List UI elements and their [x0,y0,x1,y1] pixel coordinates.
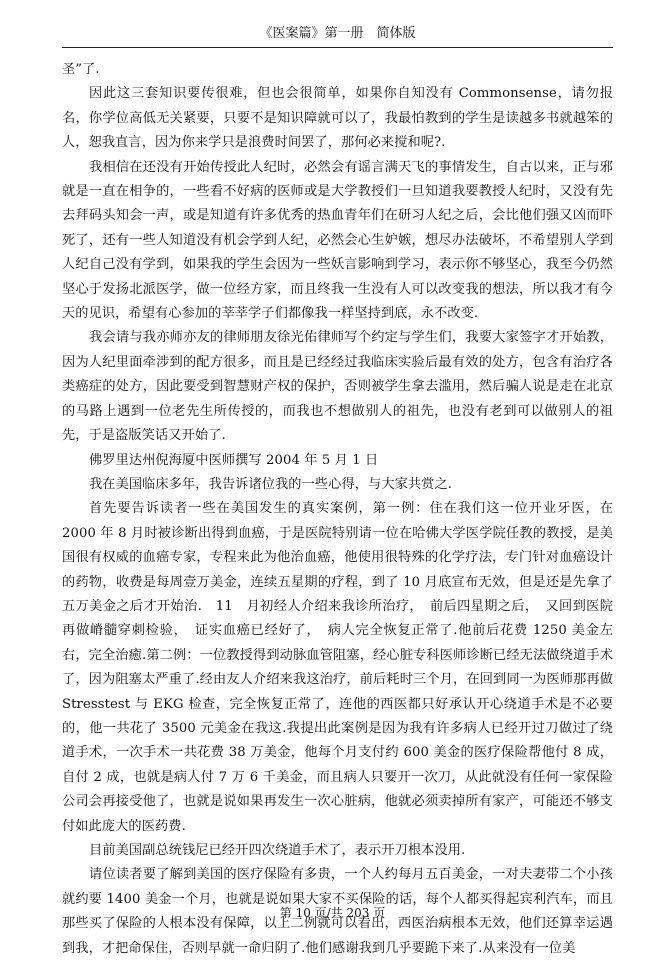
document-body [62,58,613,961]
byline: 佛罗里达州倪海厦中医师撰写 2004 年 5 月 1 日 [89,452,379,468]
paragraph: 首先要告诉读者一些在美国发生的真实案例，第一例：住在我们这一位开业牙医，在 2000 年 8 月时被诊断出得到血癌，于是医院特别请一位在哈佛大学医学院任教的教授，是美国很有权威的血癌专家，专程来此为他治血癌，他使用很特殊的化学疗法，专门针对血癌设计的药物，收费是每周壹万美金，连续五星期的疗程，到了 10 月底宣布无效，但是还是先拿了五万美金之后才开始治. 11 月初经人介绍来我诊所治疗， 前后四星期之后， 又回到医院再做嵴髓穿刺检验， 证实血癌已经好了， 病人完全恢复正常了.他前后花费 1250 美金左右，完全治癒.第二例：一位教授得到动脉血管阻塞，经心脏专科医师诊断已经无法做绕道手术了，因为阻塞太严重了.经由友人介绍来我这治疗，前后耗时三个月，在回到同一为医师那再做 Stresstest 与 EKG 检查，完全恢复正常了，连他的西医都只好承认开心绕道手术是不必要的，他一共花了 3500 元美金在我这.我提出此案例是因为我有许多病人已经开过刀做过了绕道手术，一次手术一共花费 38 万美金，他每个月支付约 600 美金的医疗保险帮他付 8 成，自付 2 成，也就是病人付 7 万 6 千美金，而且病人只要开一次刀，从此就没有任何一家保险公司会再接受他了，也就是说如果再发生一次心脏病，他就必须卖掉所有家产，可能还不够支付如此庞大的医药费. [62,501,613,834]
page-header: 《医案篇》第一册 简体版 [62,22,613,48]
paragraph: 请位读者要了解到美国的医疗保险有多贵，一个人约每月五百美金，一对夫妻带二个小孩就约要 1400 美金一个月，也就是说如果大家不买保险的话，每个人都买得起宾利汽车，而且那些买了保险的人根本没有保障，以上二例就可以看出，西医治病根本无效，他们还算幸运遇到我，才把命保住，否则早就一命归阴了.他们感谢我到几乎要跪下来了.从来没有一位美 [62,867,613,956]
page-footer: 第 10 页/共 203 页 [279,906,386,920]
paragraph: 我会请与我亦师亦友的律师朋友徐光佑律师写个约定与学生们，我要大家签字才开始教，因为人纪里面牵涉到的配方很多，而且是已经经过我临床实验后最有效的处方，包含有治疗各类癌症的处方，因此要受到智慧财产权的保护，否则被学生拿去滥用，然后骗人说是走在北京的马路上遇到一位老先生所传授的，而我也不想做别人的祖先，也没有老到可以做别人的祖先，于是盗版笑话又开始了. [62,330,613,444]
paragraph: 圣”了. [62,62,100,77]
paragraph: 我相信在还没有开始传授此人纪时，必然会有谣言满天飞的事情发生，自古以来，正与邪就是一直在相争的，一些看不好病的医师或是大学教授们一旦知道我要教授人纪时，又没有先去拜码头知会一声，或是知道有许多优秀的热血青年们在研习人纪之后，会比他们强又凶而吓死了，还有一些人知道没有机会学到人纪，必然会心生妒嫉，想尽办法破坏，不希望别人学到人纪自己没有学到，如果我的学生会因为一些妖言影响到学习，表示你不够坚心，我至今仍然坚心于发扬北派医学，做一位经方家，而且终我一生没有人可以改变我的想法，所以我才有今天的见识，希望有心参加的莘莘学子们都像我一样坚持到底，永不改变. [62,159,613,322]
paragraph: 我在美国临床多年，我告诉诸位我的一些心得，与大家共赏之. [89,476,453,492]
paragraph: 目前美国副总统钱尼已经开四次绕道手术了，表示开刀根本没用. [89,843,466,858]
paragraph: 因此这三套知识要传很难，但也会很简单，如果你自知没有 Commonsense，请勿报名，你学位高低无关紧要，只要不是知识障就可以了，我最怕教到的学生是读越多书就越笨的人，恕我直言，因为你来学只是浪费时间罢了，那何必来搅和呢?. [62,86,613,151]
